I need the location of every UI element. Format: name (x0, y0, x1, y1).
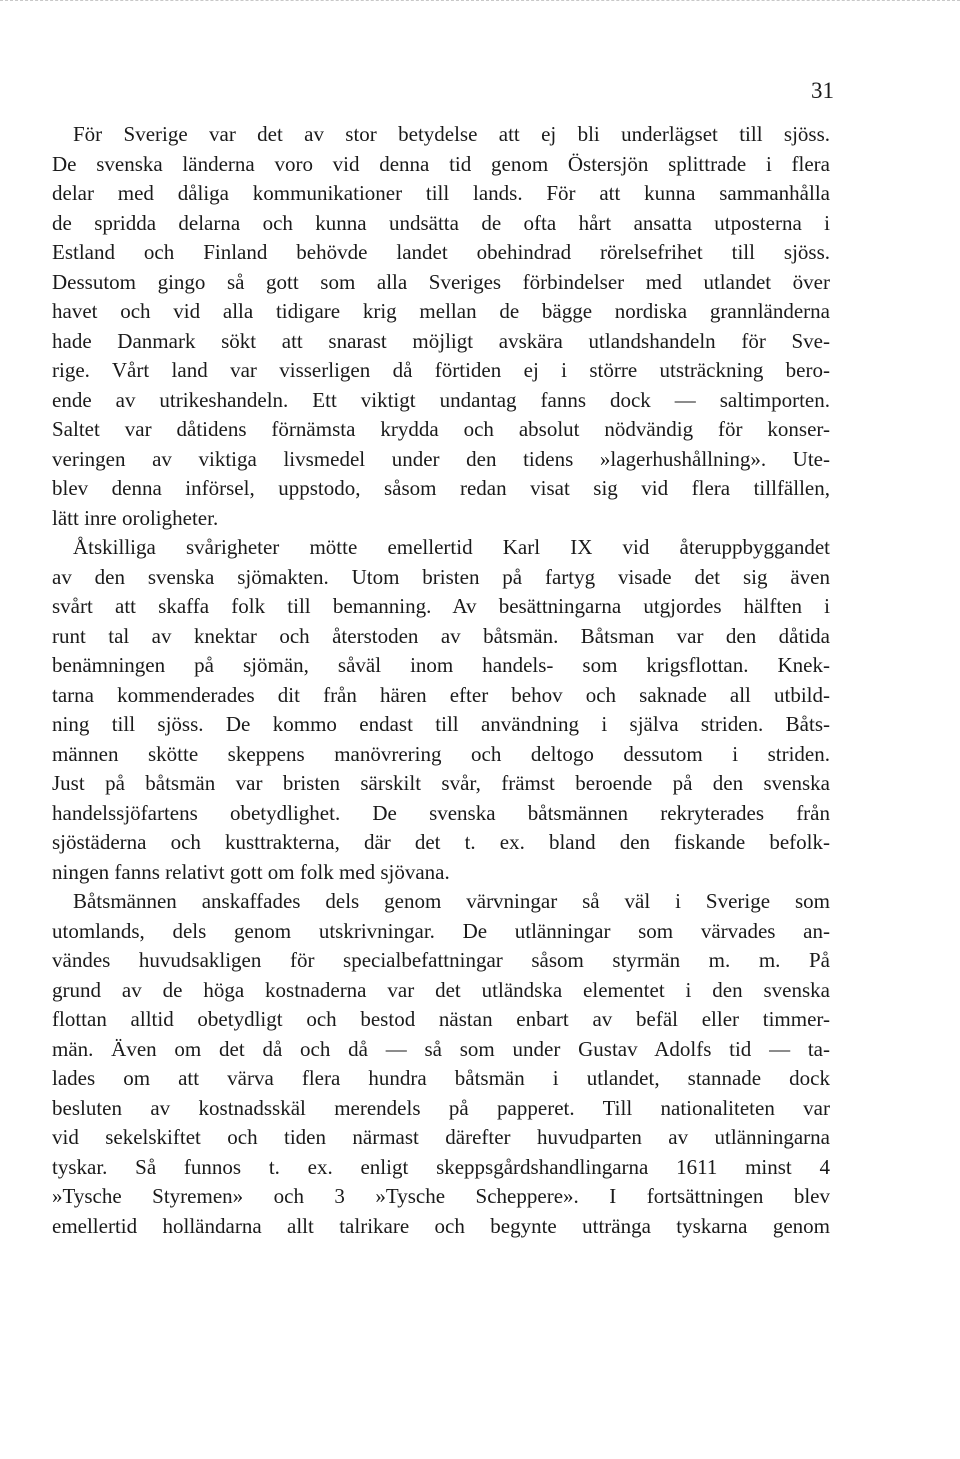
scan-edge-artifact (0, 0, 960, 9)
body-text (52, 120, 830, 1241)
text-line: hade Danmark sökt att snarast möjligt avskära utlandshandeln för Sve- (52, 328, 830, 353)
text-line: veringen av viktiga livsmedel under den tidens »lagerhushållning». Ute- (52, 446, 830, 471)
text-line: ningen fanns relativt gott om folk med sjövana. (52, 859, 450, 884)
text-line: flottan alltid obetydligt och bestod nästan enbart av befäl eller timmer- (52, 1007, 830, 1031)
text-line: Just på båtsmän var bristen särskilt svår, främst beroende på den svenska (52, 771, 830, 795)
text-line: grund av de höga kostnaderna var det utländska elementet i den svenska (52, 977, 830, 1002)
text-line: För Sverige var det av stor betydelse att ej bli underlägset till sjöss. (73, 122, 830, 146)
text-line: Båtsmännen anskaffades dels genom värvningar så väl i Sverige som (73, 889, 830, 913)
text-line: lätt inre oroligheter. (52, 505, 219, 530)
text-line: lades om att värva flera hundra båtsmän i utlandet, stannade dock (52, 1066, 830, 1090)
text-line: blev denna införsel, uppstodo, såsom redan visat sig vid flera tillfällen, (52, 476, 830, 500)
text-line: ende av utrikeshandeln. Ett viktigt undantag fanns dock — saltimporten. (52, 387, 830, 412)
text-line: sjöstäderna och kusttrakterna, där det t. ex. bland den fiskande befolk- (52, 830, 830, 854)
text-line: emellertid holländarna allt talrikare och begynte uttränga tyskarna genom (52, 1213, 830, 1238)
text-line: männen skötte skeppens manövrering och deltogo dessutom i striden. (52, 741, 830, 766)
text-line: Saltet var dåtidens förnämsta krydda och absolut nödvändig för konser- (52, 417, 830, 441)
text-line: rige. Vårt land var visserligen då förtiden ej i större utsträckning bero- (52, 358, 830, 382)
text-line: de spridda delarna och kunna undsätta de ofta hårt ansatta utposterna i (52, 210, 830, 235)
text-line: tarna kommenderades dit från hären efter behov och saknade all utbild- (52, 682, 830, 707)
text-line: män. Även om det då och då — så som under Gustav Adolfs tid — ta- (52, 1036, 830, 1061)
text-line: tyskar. Så funnos t. ex. enligt skeppsgårdshandlingarna 1611 minst 4 (52, 1154, 830, 1179)
text-line: delar med dåliga kommunikationer till lands. För att kunna sammanhålla (52, 181, 830, 205)
text-line: ning till sjöss. De kommo endast till användning i själva striden. Båts- (52, 712, 830, 736)
text-line: De svenska länderna voro vid denna tid genom Östersjön splittrade i flera (52, 151, 830, 176)
text-line: benämningen på sjömän, såväl inom handels- som krigsflottan. Knek- (52, 653, 830, 677)
text-line: vid sekelskiftet och tiden närmast därefter huvudparten av utlänningarna (52, 1125, 830, 1149)
text-line: Åtskilliga svårigheter mötte emellertid Karl IX vid återuppbyggandet (73, 535, 830, 559)
text-line: Estland och Finland behövde landet obehindrad rörelsefrihet till sjöss. (52, 240, 830, 264)
text-line: »Tysche Styremen» och 3 »Tysche Scheppere». I fortsättningen blev (52, 1184, 830, 1208)
text-line: handelssjöfartens obetydlighet. De svenska båtsmännen rekryterades från (52, 800, 830, 825)
text-line: svårt att skaffa folk till bemanning. Av besättningarna utgjordes hälften i (52, 594, 830, 618)
text-line: besluten av kostnadsskäl merendels på papperet. Till nationaliteten var (52, 1095, 830, 1120)
text-line: utomlands, dels genom utskrivningar. De utlänningar som värvades an- (52, 918, 830, 943)
page-number: 31 (811, 78, 834, 103)
text-line: Dessutom gingo så gott som alla Sveriges förbindelser med utlandet över (52, 269, 830, 294)
text-line: av den svenska sjömakten. Utom bristen på fartyg visade det sig även (52, 564, 830, 589)
text-line: runt tal av knektar och återstoden av båtsmän. Båtsman var den dåtida (52, 623, 830, 648)
text-line: vändes huvudsakligen för specialbefattningar såsom styrmän m. m. På (52, 948, 830, 972)
text-line: havet och vid alla tidigare krig mellan de bägge nordiska grannländerna (52, 299, 830, 323)
